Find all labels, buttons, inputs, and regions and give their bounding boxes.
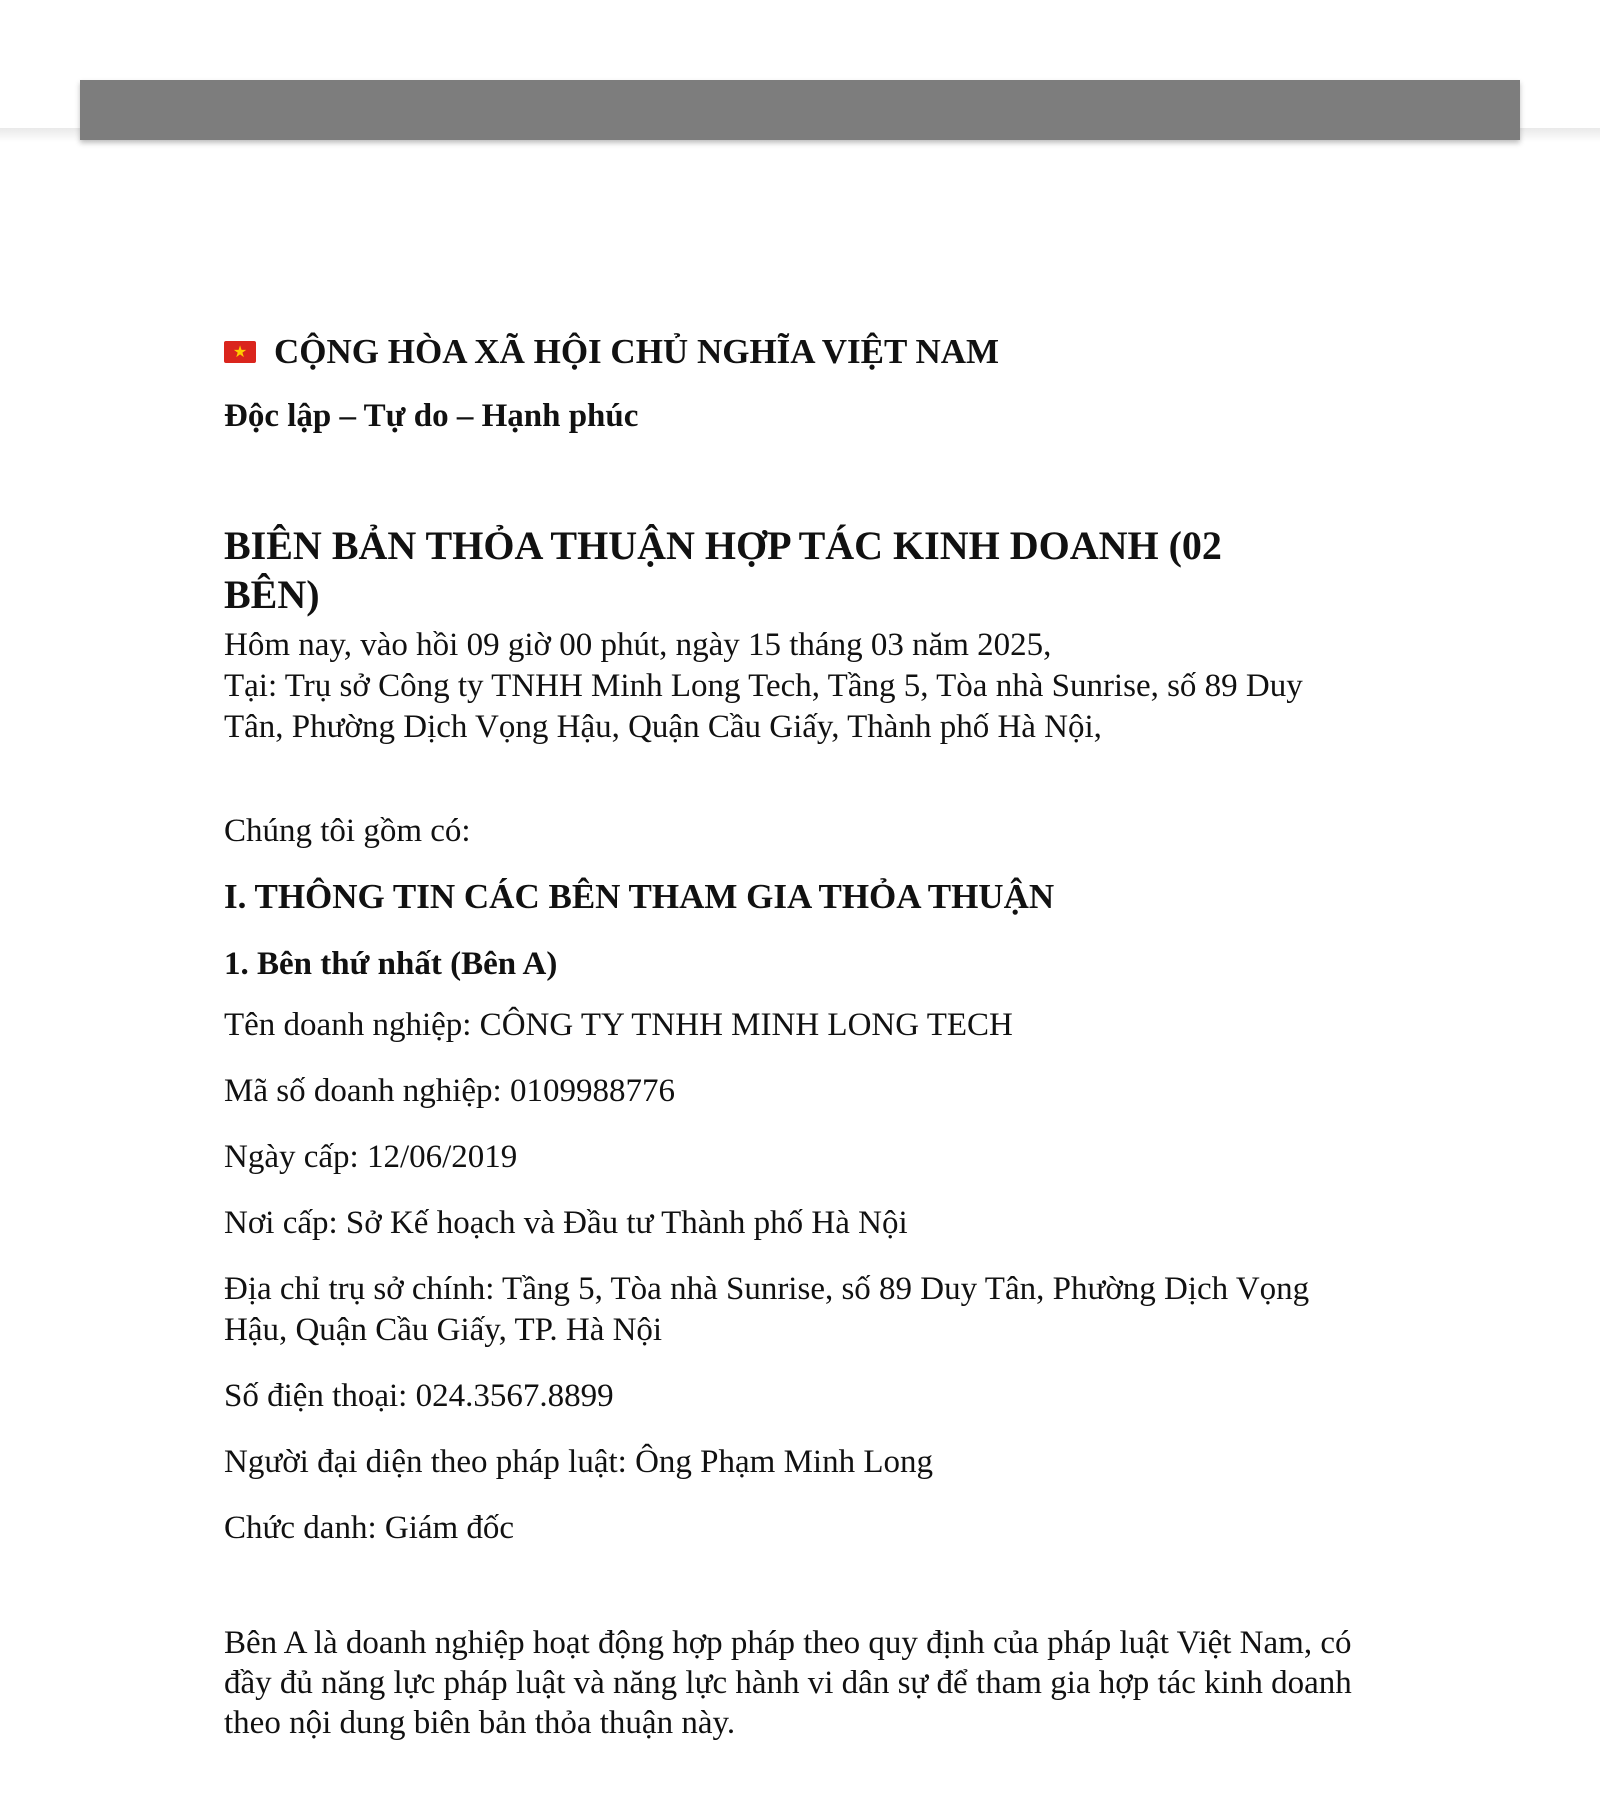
intro-place: Tại: Trụ sở Công ty TNHH Minh Long Tech, Tầng 5, Tòa nhà Sunrise, số 89 Duy Tân, Phường Dịch Vọng Hậu, Quận Cầu Giấy, Thành phố Hà Nội, [224,668,1303,745]
party-a-tax-code: Mã số doanh nghiệp: 0109988776 [224,1073,675,1109]
national-motto: Độc lập – Tự do – Hạnh phúc [224,398,639,434]
viewer-top-bar [80,80,1520,140]
party-a-issue-place: Nơi cấp: Sở Kế hoạch và Đầu tư Thành phố Hà Nội [224,1205,908,1241]
party-a-statement: Bên A là doanh nghiệp hoạt động hợp pháp theo quy định của pháp luật Việt Nam, có đầy đủ năng lực pháp luật và năng lực hành vi dân sự để tham gia hợp tác kinh doanh theo nội dung biên bản thỏa thuận này. [224,1625,1352,1741]
party-a-company-name: Tên doanh nghiệp: CÔNG TY TNHH MINH LONG TECH [224,1007,1013,1043]
party-a-heading: 1. Bên thứ nhất (Bên A) [224,946,558,982]
party-a-position: Chức danh: Giám đốc [224,1510,515,1546]
parties-intro: Chúng tôi gồm có: [224,813,471,849]
party-a-address: Địa chỉ trụ sở chính: Tầng 5, Tòa nhà Sunrise, số 89 Duy Tân, Phường Dịch Vọng Hậu, Quận Cầu Giấy, TP. Hà Nội [224,1271,1310,1348]
nation-name: CỘNG HÒA XÃ HỘI CHỦ NGHĨA VIỆT NAM [274,332,1000,371]
vietnam-flag-icon: ★ [224,341,256,363]
party-a-representative: Người đại diện theo pháp luật: Ông Phạm Minh Long [224,1444,934,1480]
party-a-phone: Số điện thoại: 024.3567.8899 [224,1378,614,1414]
intro-time: Hôm nay, vào hồi 09 giờ 00 phút, ngày 15 tháng 03 năm 2025, [224,627,1052,663]
national-heading [224,326,1354,378]
document-title: BIÊN BẢN THỎA THUẬN HỢP TÁC KINH DOANH (02 BÊN) [224,523,1222,617]
section-title-parties: I. THÔNG TIN CÁC BÊN THAM GIA THỎA THUẬN [224,877,1055,916]
party-a-issue-date: Ngày cấp: 12/06/2019 [224,1139,518,1175]
document-body [224,326,1354,1743]
